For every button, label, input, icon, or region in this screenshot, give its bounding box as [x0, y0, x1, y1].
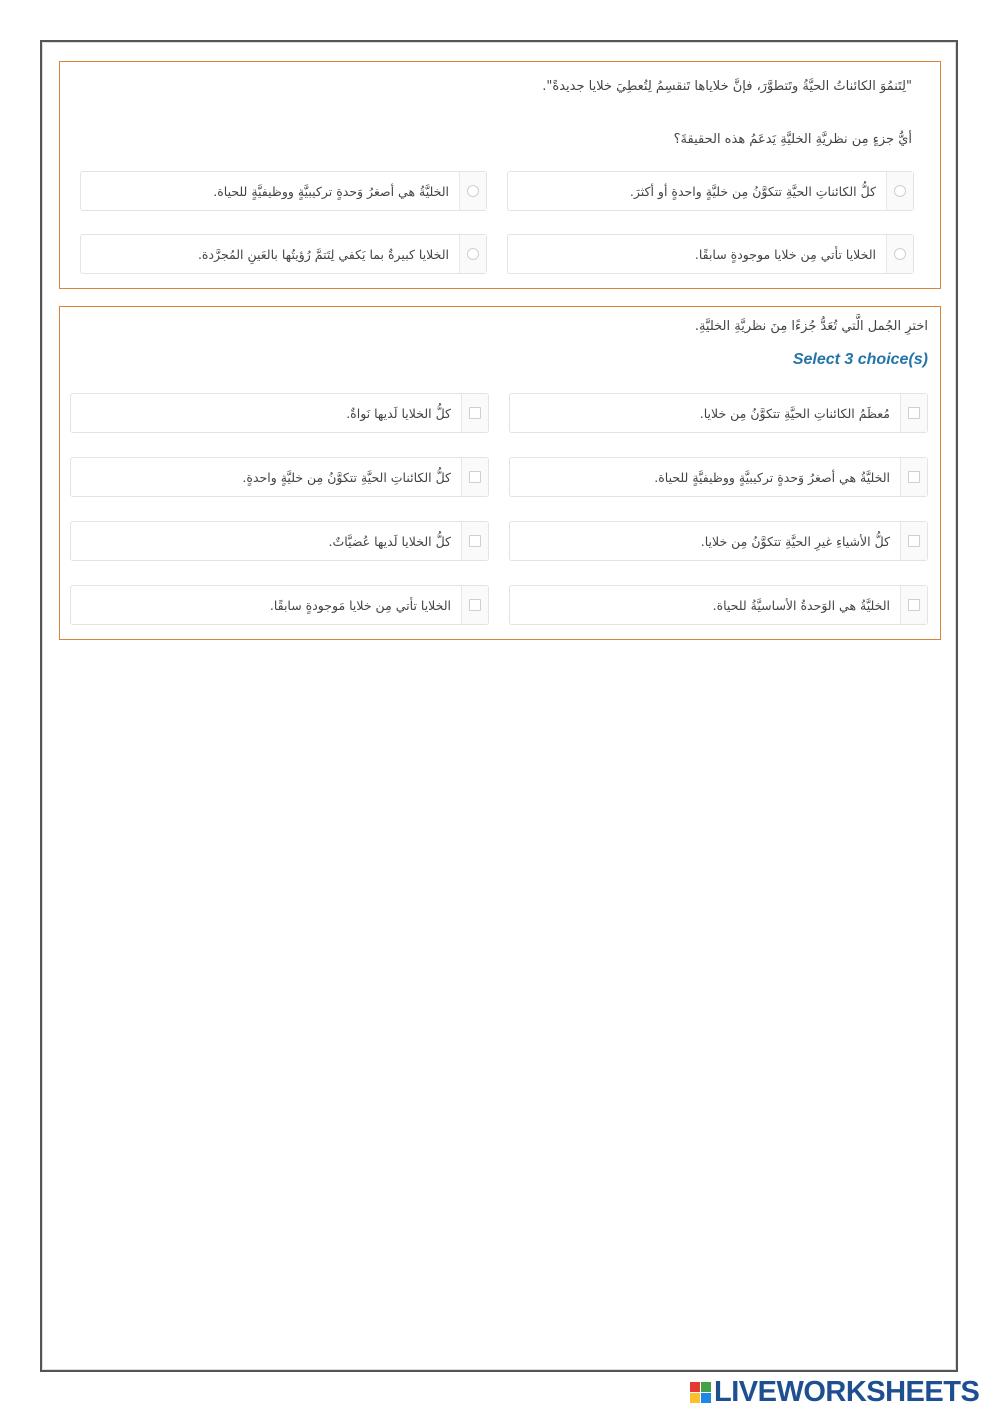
- logo-square-blue: [701, 1393, 711, 1403]
- q1-option-3-label: الخلايا تأتي مِن خلايا موجودةٍ سابقًا.: [694, 246, 876, 262]
- checkbox-icon[interactable]: [900, 458, 927, 496]
- question-1-text: أيُّ جزءٍ مِن نظريَّةِ الخليَّةِ يَدعَمُ هذه الحقيقةَ؟: [673, 132, 912, 147]
- checkbox-icon[interactable]: [461, 394, 488, 432]
- q2-option-8-label: الخلايا تأتي مِن خلايا مَوجودةٍ سابقًا.: [269, 597, 451, 613]
- question-card-1: [59, 61, 941, 289]
- q2-option-2[interactable]: [70, 393, 489, 433]
- logo-square-green: [701, 1382, 711, 1392]
- question-card-2: [59, 306, 941, 640]
- logo-square-yellow: [690, 1393, 700, 1403]
- checkbox-icon[interactable]: [900, 394, 927, 432]
- select-choices-label: Select 3 choice(s): [792, 351, 928, 368]
- q1-option-3[interactable]: [507, 234, 914, 274]
- checkbox-icon[interactable]: [900, 586, 927, 624]
- q2-option-3-label: الخليَّةُ هي أصغرُ وَحدةٍ تركيبيَّةٍ ووظيفيَّةٍ للحياة.: [654, 469, 890, 485]
- checkbox-icon[interactable]: [461, 458, 488, 496]
- checkbox-icon[interactable]: [900, 522, 927, 560]
- q2-option-5-label: كلُّ الأشياءِ غيرِ الحيَّةِ تتكوَّنُ مِن خلايا.: [700, 533, 890, 549]
- q2-option-2-label: كلُّ الخلايا لَديها نَواةٌ.: [346, 405, 451, 421]
- q2-option-4[interactable]: [70, 457, 489, 497]
- q1-option-4-label: الخلايا كبيرةٌ بما يَكفي لِتَتمَّ رُؤيتُها بالعَينِ المُجرَّدة.: [197, 246, 449, 262]
- q2-option-8[interactable]: [70, 585, 489, 625]
- q2-option-6[interactable]: [70, 521, 489, 561]
- liveworksheets-logo[interactable]: [690, 1376, 979, 1408]
- q2-option-6-label: كلُّ الخلايا لَديها عُضيَّاتٌ.: [328, 533, 451, 549]
- q2-option-7[interactable]: [509, 585, 928, 625]
- q1-option-2[interactable]: [80, 171, 487, 211]
- logo-text: LIVEWORKSHEETS: [714, 1375, 980, 1408]
- q1-option-4[interactable]: [80, 234, 487, 274]
- radio-icon[interactable]: [886, 172, 913, 210]
- logo-square-red: [690, 1382, 700, 1392]
- checkbox-icon[interactable]: [461, 586, 488, 624]
- radio-icon[interactable]: [459, 235, 486, 273]
- q1-option-1-label: كلُّ الكائناتِ الحيَّةِ تتكوَّنُ مِن خليَّةٍ واحدةٍ أو أكثرَ.: [629, 183, 876, 199]
- q2-option-1[interactable]: [509, 393, 928, 433]
- q2-option-3[interactable]: [509, 457, 928, 497]
- q1-option-2-label: الخليَّةُ هي أصغرُ وَحدةٍ تركيبيَّةٍ ووظيفيَّةٍ للحياة.: [213, 183, 449, 199]
- checkbox-icon[interactable]: [461, 522, 488, 560]
- q1-option-1[interactable]: [507, 171, 914, 211]
- q2-option-5[interactable]: [509, 521, 928, 561]
- question-2-instruction: اخترِ الجُمل الَّتي تُعَدُّ جُزءًا مِنَ نظريَّةِ الخليَّةِ.: [694, 319, 928, 334]
- radio-icon[interactable]: [886, 235, 913, 273]
- radio-icon[interactable]: [459, 172, 486, 210]
- logo-squares-icon: [690, 1382, 711, 1403]
- q2-option-1-label: مُعظَمُ الكائناتِ الحيَّةِ تتكوَّنُ مِن خلايا.: [699, 405, 890, 421]
- q2-option-7-label: الخليَّةُ هي الوَحدةُ الأساسيَّةُ للحياة.: [712, 597, 890, 613]
- question-1-statement: "لِتَنمُوَ الكائناتُ الحيَّةُ وتَتطوَّرَ، فإنَّ خلاياها تَنقسِمُ لِتُعطِيَ خلايا جديدةً".: [542, 79, 912, 94]
- q2-option-4-label: كلُّ الكائناتِ الحيَّةِ تتكوَّنُ مِن خليَّةٍ واحدةٍ.: [242, 469, 451, 485]
